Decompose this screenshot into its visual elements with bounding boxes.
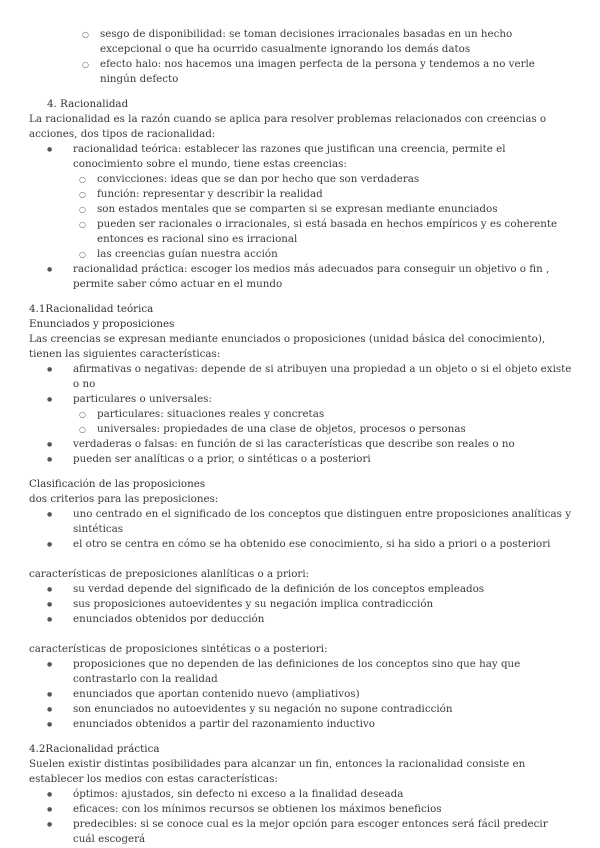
list-item: ● enunciados que aportan contenido nuevo (ampliativos) bbox=[73, 687, 572, 702]
teorica-sublist bbox=[73, 172, 572, 262]
list-item: ○ particulares: situaciones reales y concretas bbox=[97, 407, 572, 422]
list-item bbox=[73, 142, 572, 262]
list-item: ● sus proposiciones autoevidentes y su negación implica contradicción bbox=[73, 597, 572, 612]
list-item: ○ las creencias guían nuestra acción bbox=[97, 247, 572, 262]
bias-list bbox=[29, 27, 572, 87]
list-item: ○ son estados mentales que se comparten si se expresan mediante enunciados bbox=[97, 202, 572, 217]
teorica-intro: Las creencias se expresan mediante enunciados o proposiciones (unidad básica del conocimiento), tienen las siguientes características: bbox=[29, 333, 546, 360]
list-item bbox=[73, 392, 572, 437]
list-item: ● enunciados obtenidos a partir del razonamiento inductivo bbox=[73, 717, 572, 732]
section-analiticas bbox=[29, 567, 572, 627]
list-item: ● uno centrado en el significado de los conceptos que distinguen entre proposiciones analíticas y sintéticas bbox=[73, 507, 572, 537]
section-heading-racionalidad: 4. Racionalidad bbox=[47, 98, 129, 110]
list-item: ○ sesgo de disponibilidad: se toman decisiones irracionales basadas en un hecho excepcional o que ha ocurrido casualmente ignorando los demás datos bbox=[100, 27, 572, 57]
list-item: ○ efecto halo: nos hacemos una imagen perfecta de la persona y tendemos a no verle ningún defecto bbox=[100, 57, 572, 87]
subheading-enunciados: Enunciados y proposiciones bbox=[29, 318, 175, 330]
racionalidad-intro: La racionalidad es la razón cuando se aplica para resolver problemas relacionados con creencias o acciones, dos tipos de racionalidad: bbox=[29, 113, 547, 140]
racionalidad-types-list bbox=[29, 142, 572, 292]
teorica-item-text: racionalidad teórica: establecer las razones que justifican una creencia, permite el conocimiento sobre el mundo, tiene estas creencias: bbox=[73, 143, 506, 170]
list-item: ● racionalidad práctica: escoger los medios más adecuados para conseguir un objetivo o fin , permite saber cómo actuar en el mundo bbox=[73, 262, 572, 292]
clasificacion-intro: dos criterios para las preposiciones: bbox=[29, 493, 219, 505]
particulares-sublist bbox=[73, 407, 572, 437]
analiticas-list bbox=[29, 582, 572, 627]
criteria-list bbox=[29, 507, 572, 552]
section-heading-practica: 4.2Racionalidad práctica bbox=[29, 743, 160, 755]
characteristics-list bbox=[29, 362, 572, 467]
list-item: ● el otro se centra en cómo se ha obtenido ese conocimiento, si ha sido a priori o a posteriori bbox=[73, 537, 572, 552]
list-item: ● afirmativas o negativas: depende de si atribuyen una propiedad a un objeto o si el objeto existe o no bbox=[73, 362, 572, 392]
list-item: ○ función: representar y describir la realidad bbox=[97, 187, 572, 202]
practica-list bbox=[29, 787, 572, 847]
analiticas-heading: características de preposiciones alanlíticas o a priori: bbox=[29, 568, 310, 580]
list-item: ○ pueden ser racionales o irracionales, si está basada en hechos empíricos y es coherente entonces es racional sino es irracional bbox=[97, 217, 572, 247]
sinteticas-heading: características de proposiciones sintéticas o a posteriori: bbox=[29, 643, 328, 655]
list-item: ● su verdad depende del significado de la definición de los conceptos empleados bbox=[73, 582, 572, 597]
list-item: ● proposiciones que no dependen de las definiciones de los conceptos sino que hay que contrastarlo con la realidad bbox=[73, 657, 572, 687]
list-item: ○ universales: propiedades de una clase de objetos, procesos o personas bbox=[97, 422, 572, 437]
list-item: ● eficaces: con los mínimos recursos se obtienen los máximos beneficios bbox=[73, 802, 572, 817]
list-item: ● verdaderas o falsas: en función de si las características que describe son reales o no bbox=[73, 437, 572, 452]
practica-intro: Suelen existir distintas posibilidades para alcanzar un fin, entonces la racionalidad consiste en establecer los medios con estas características: bbox=[29, 758, 526, 785]
item-text: particulares o universales: bbox=[73, 393, 212, 405]
section-heading-teorica: 4.1Racionalidad teórica bbox=[29, 303, 154, 315]
section-practica bbox=[29, 742, 572, 847]
list-item: ● son enunciados no autoevidentes y su negación no supone contradicción bbox=[73, 702, 572, 717]
list-item: ○ convicciones: ideas que se dan por hecho que son verdaderas bbox=[97, 172, 572, 187]
sinteticas-list bbox=[29, 657, 572, 732]
list-item: ● enunciados obtenidos por deducción bbox=[73, 612, 572, 627]
list-item: ● predecibles: si se conoce cual es la mejor opción para escoger entonces será fácil predecir cuál escogerá bbox=[73, 817, 572, 847]
list-item: ● pueden ser analíticas o a prior, o sintéticas o a posteriori bbox=[73, 452, 572, 467]
section-heading-clasificacion: Clasificación de las proposiciones bbox=[29, 478, 206, 490]
section-clasificacion bbox=[29, 477, 572, 552]
section-teorica bbox=[29, 302, 572, 467]
section-sinteticas bbox=[29, 642, 572, 732]
list-item: ● óptimos: ajustados, sin defecto ni exceso a la finalidad deseada bbox=[73, 787, 572, 802]
